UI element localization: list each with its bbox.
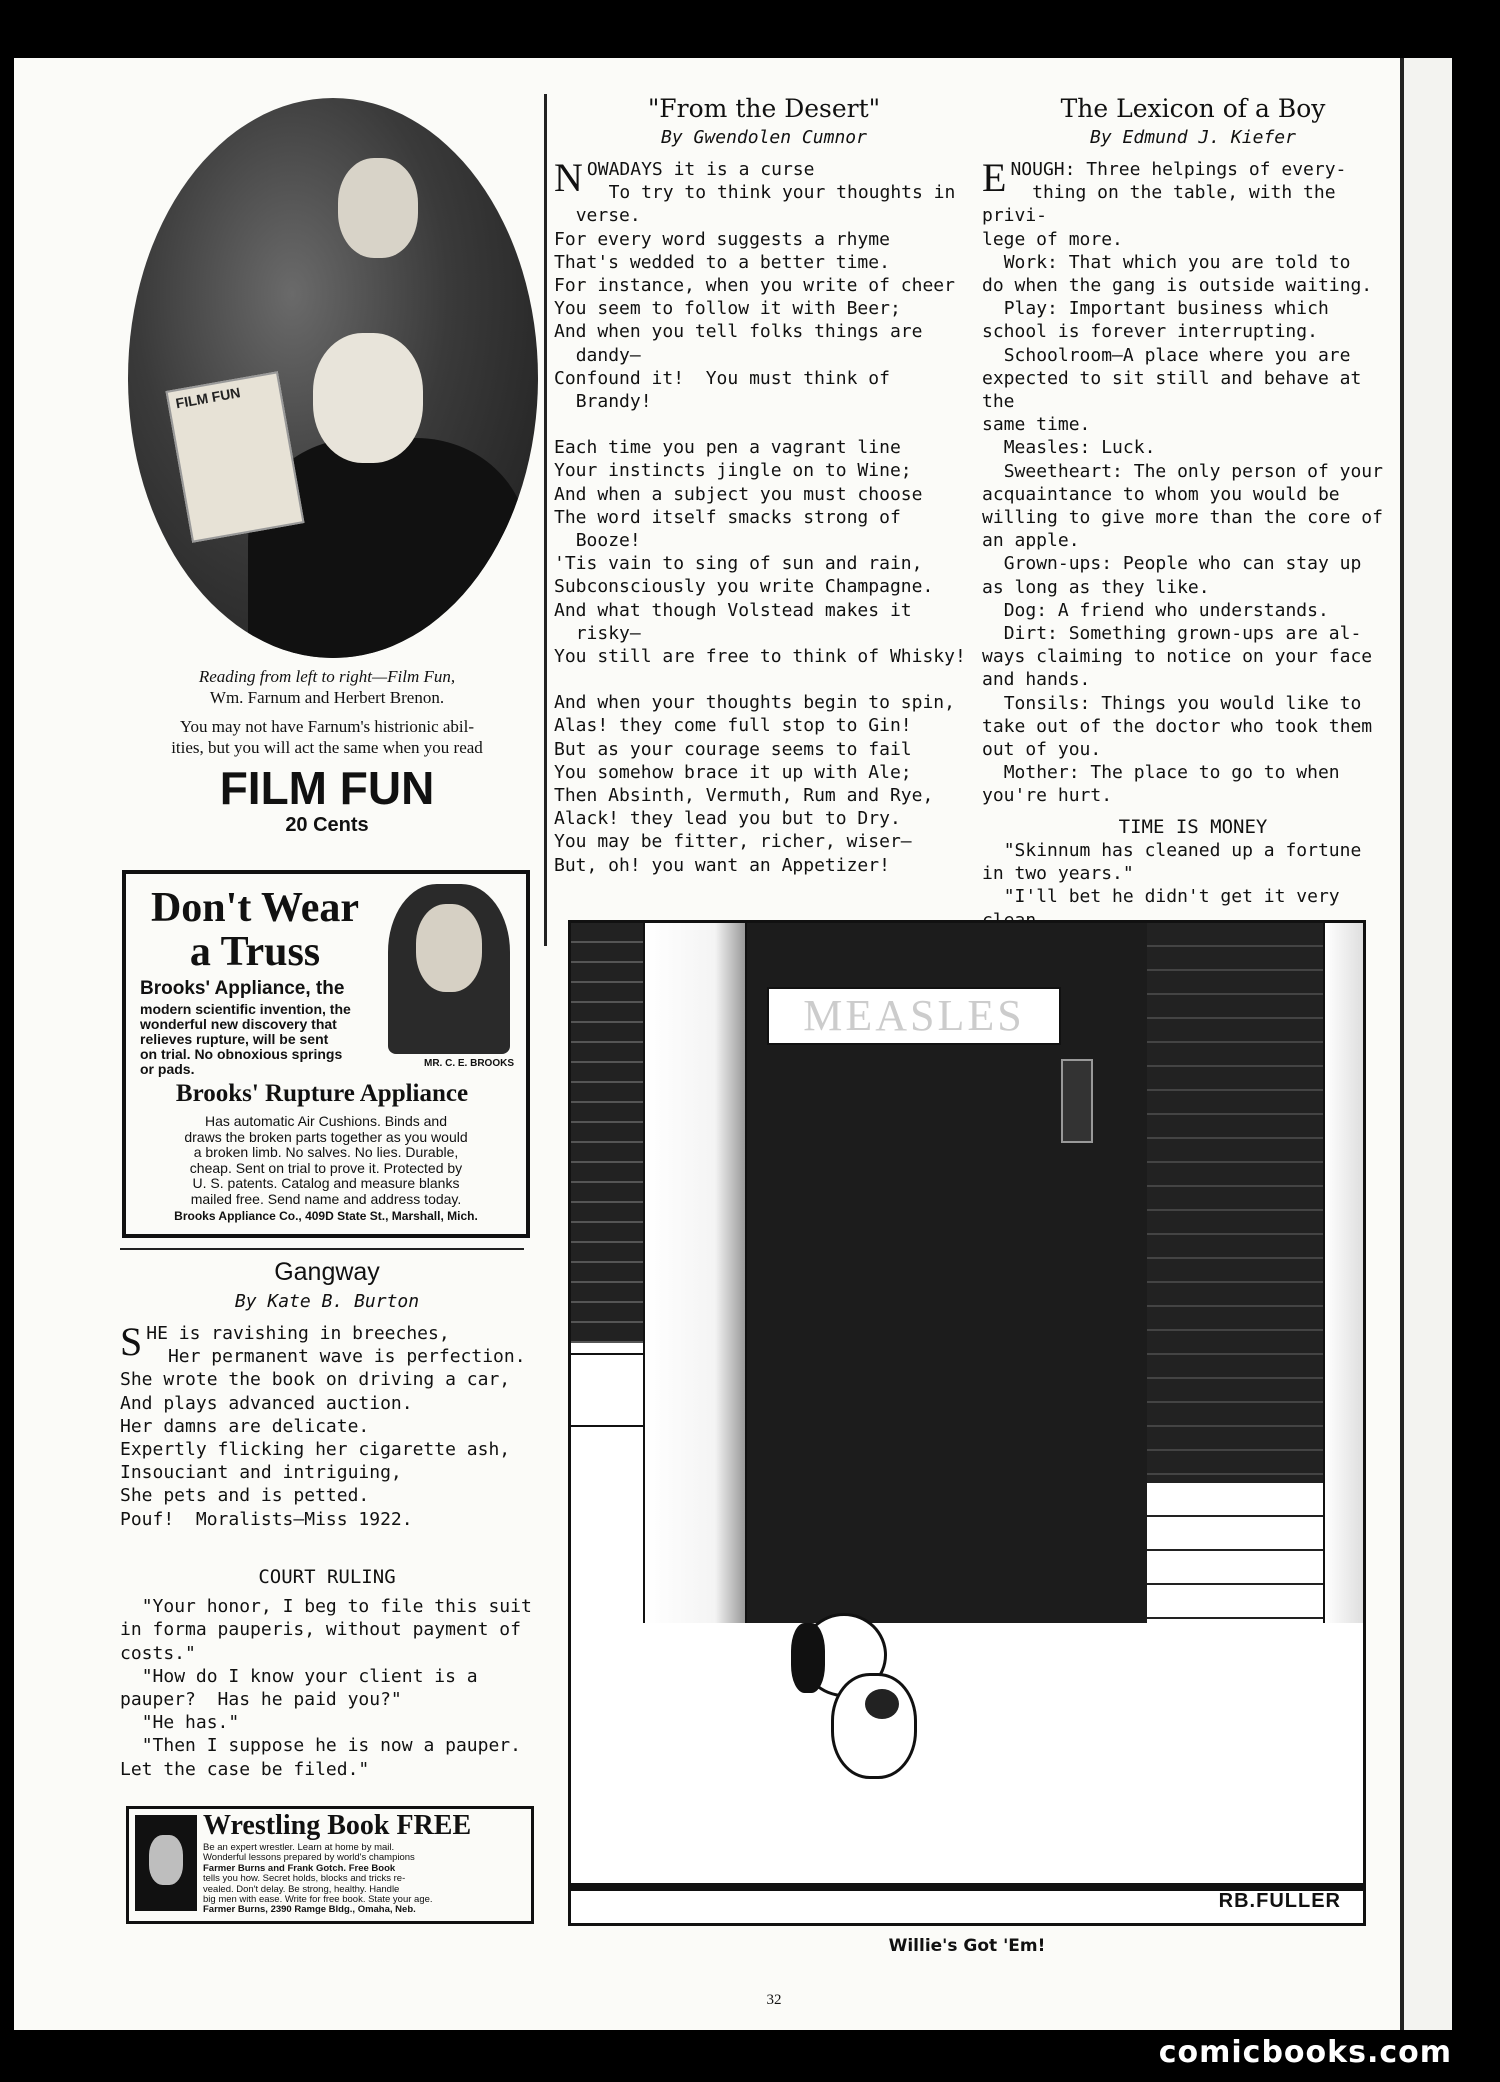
wrestling-line: big men with ease. Write for free book. State your age. <box>203 1894 433 1906</box>
court-line: "He has." <box>120 1712 240 1734</box>
lexicon-line: and hands. <box>982 669 1091 691</box>
truss-address: Brooks Appliance Co., 409D State St., Marshall, Mich. <box>174 1209 478 1223</box>
lexicon-line: you're hurt. <box>982 785 1113 807</box>
truss-subhead: Brooks' Rupture Appliance <box>175 1080 469 1107</box>
lexicon-line: NOUGH: Three helpings of every- <box>1010 159 1347 180</box>
cartoon-caption: Willie's Got 'Em! <box>888 1936 1046 1956</box>
lexicon-line: as long as they like. <box>982 576 1210 598</box>
desert-line: You seem to follow it with Beer; <box>554 298 901 320</box>
truss-body <box>140 1002 390 1077</box>
money-line: "I'll bet he didn't get it very <box>1003 886 1340 908</box>
artist-signature: RB.FULLER <box>1218 1890 1341 1912</box>
desert-line: Then Absinth, Vermuth, Rum and Rye, <box>554 785 934 807</box>
lexicon-line: thing on the table, with the privi- <box>982 182 1347 227</box>
dog-spot <box>865 1689 899 1719</box>
desert-body <box>554 155 974 877</box>
lexicon-line: Schoolroom—A place where you are <box>982 344 1351 366</box>
desert-line <box>554 668 974 691</box>
railing-left <box>571 1353 643 1427</box>
desert-line: Booze! <box>554 530 641 552</box>
desert-dropcap: N <box>554 155 583 200</box>
brooks-portrait-caption: MR. C. E. BROOKS <box>423 1058 514 1069</box>
desert-line: Alas! they come full stop to Gin! <box>554 715 912 737</box>
court-body <box>120 1595 534 1781</box>
gangway-line: She pets and is petted. <box>120 1485 370 1507</box>
money-line: in two years." <box>982 863 1134 885</box>
gangway-line: She wrote the book on driving a car, <box>120 1369 511 1391</box>
desert-line: Your instincts jingle on to Wine; <box>554 460 912 482</box>
desert-line: And when you tell folks things are <box>554 321 923 343</box>
gangway-dropcap: S <box>120 1319 143 1364</box>
money-line: "Skinnum has cleaned up a fortune <box>982 839 1362 861</box>
gangway-line: Her permanent wave is perfection. <box>146 1346 526 1368</box>
desert-line: 'Tis vain to sing of sun and rain, <box>554 553 923 575</box>
photo-caption-line-2: Wm. Farnum and Herbert Brenon. <box>209 688 445 707</box>
lexicon-line: Tonsils: Things you would like to <box>982 692 1362 714</box>
film-fun-brand: FILM FUN <box>219 762 435 814</box>
truss-lead: Brooks' Appliance, the <box>140 978 345 999</box>
court-title: COURT RULING <box>258 1566 396 1588</box>
lexicon-line: an apple. <box>982 530 1080 552</box>
desert-line: Confound it! You must think of <box>554 367 890 389</box>
lexicon-line: ways claiming to notice on your face <box>982 646 1373 668</box>
photo-man-standing <box>338 158 418 258</box>
lexicon-line: Dirt: Something grown-ups are al- <box>982 623 1362 645</box>
truss-headline <box>140 886 370 974</box>
gangway-line: HE is ravishing in breeches, <box>146 1323 450 1344</box>
desert-line: You still are free to think of Whisky! <box>554 646 966 668</box>
lexicon-line: Grown-ups: People who can stay up <box>982 553 1362 575</box>
lexicon-dropcap: E <box>982 155 1007 200</box>
gangway-poem <box>120 1258 534 1531</box>
lexicon-line: same time. <box>982 414 1091 436</box>
wrestling-line: vealed. Don't delay. Be strong, healthy. Handle <box>203 1883 400 1895</box>
desert-line: Brandy! <box>554 391 652 413</box>
wrestling-body <box>203 1843 525 1916</box>
court-line: costs." <box>120 1642 196 1664</box>
photo-laughing-face <box>313 333 423 463</box>
wrestling-ad <box>126 1806 534 1924</box>
court-line: "Then I suppose he is now a pauper. <box>120 1735 521 1757</box>
desert-line: And when a subject you must choose <box>554 483 923 505</box>
gangway-line: Expertly flicking her cigarette ash, <box>120 1439 511 1461</box>
lexicon-line: willing to give more than the core of <box>982 507 1383 529</box>
brooks-face <box>416 904 482 992</box>
court-ruling <box>120 1566 534 1781</box>
lexicon-line: take out of the doctor who took them <box>982 715 1373 737</box>
truss-headline-2: a Truss <box>189 929 321 975</box>
lexicon-title: The Lexicon of a Boy <box>1060 94 1326 123</box>
gangway-line: Pouf! Moralists—Miss 1922. <box>120 1508 413 1530</box>
truss-ad <box>122 870 530 1238</box>
truss-body-line: relieves rupture, will be sent <box>140 1031 329 1047</box>
lexicon-line: out of you. <box>982 739 1102 761</box>
lexicon-line: Dog: A friend who understands. <box>982 599 1329 621</box>
adjacent-page-edge <box>1400 58 1452 2030</box>
court-line: pauper? Has he paid you?" <box>120 1689 402 1711</box>
truss-headline-1: Don't Wear <box>150 885 360 931</box>
truss-detail-line: a broken limb. No salves. No lies. Durable, <box>193 1144 459 1160</box>
desert-line: verse. <box>554 205 641 227</box>
desert-line: The word itself smacks strong of <box>554 506 901 528</box>
desert-line: And what though Volstead makes it <box>554 599 912 621</box>
wrestling-address: Farmer Burns, 2390 Ramge Bldg., Omaha, Neb. <box>203 1904 416 1916</box>
photo-caption-block <box>122 666 532 837</box>
lexicon-line: expected to sit still and behave at the <box>982 367 1373 413</box>
desert-line: You may be fitter, richer, wiser— <box>554 831 912 853</box>
page-number: 32 <box>766 1992 782 2008</box>
column-divider <box>544 94 547 946</box>
truss-body-line: on trial. No obnoxious springs <box>140 1046 343 1062</box>
desert-line: risky— <box>554 622 641 644</box>
wrestlers-figure <box>149 1835 183 1885</box>
desert-line <box>554 413 974 436</box>
truss-detail-line: mailed free. Send name and address today. <box>190 1190 462 1207</box>
lexicon-line: Measles: Luck. <box>982 437 1156 459</box>
from-the-desert-poem <box>554 94 974 877</box>
desert-title: "From the Desert" <box>647 94 881 123</box>
desert-line: dandy— <box>554 344 641 366</box>
gangway-line: Her damns are delicate. <box>120 1415 370 1437</box>
lexicon-body <box>982 155 1404 808</box>
truss-detail-line: cheap. Sent on trial to prove it. Protected by <box>189 1159 463 1176</box>
wrestling-line: Wonderful lessons prepared by world's champions <box>203 1852 415 1864</box>
court-line: "How do I know your client is a <box>120 1665 478 1687</box>
desert-line: Each time you pen a vagrant line <box>554 437 901 459</box>
desert-line: You somehow brace it up with Ale; <box>554 761 912 783</box>
wrestling-headline: Wrestling Book FREE <box>203 1810 472 1841</box>
dog-body <box>831 1673 917 1779</box>
court-line: in forma pauperis, without payment of <box>120 1619 521 1641</box>
porch-floor <box>571 1623 1363 1923</box>
lexicon-line: Work: That which you are told to <box>982 251 1351 273</box>
wrestlers-illustration <box>135 1815 197 1911</box>
promo-line-1: You may not have Farnum's histrionic abil- <box>179 717 475 736</box>
wrestling-line: tells you how. Secret holds, blocks and tricks re- <box>203 1873 406 1885</box>
desert-line: But as your courage seems to fail <box>554 738 912 760</box>
truss-body-line: modern scientific invention, the <box>140 1001 351 1017</box>
wrestling-line: Be an expert wrestler. Learn at home by mail. <box>203 1842 395 1853</box>
dog-ear <box>791 1623 825 1693</box>
truss-detail-line: draws the broken parts together as you would <box>184 1128 468 1145</box>
desert-line: Alack! they lead you but to Dry. <box>554 808 901 830</box>
photo-magazine-label: FILM FUN <box>174 384 242 412</box>
gangway-title: Gangway <box>274 1258 380 1286</box>
truss-detail-line: U. S. patents. Catalog and measure blanks <box>192 1175 460 1191</box>
money-title: TIME IS MONEY <box>1118 815 1268 838</box>
desert-line: That's wedded to a better time. <box>554 251 890 273</box>
photo-oval <box>128 98 538 658</box>
desert-line: To try to think your thoughts in <box>586 182 956 204</box>
gangway-byline: By Kate B. Burton <box>234 1291 420 1312</box>
lexicon-line: acquaintance to whom you would be <box>982 483 1340 505</box>
desert-line: For instance, when you write of cheer <box>554 275 955 297</box>
lexicon-of-a-boy <box>982 94 1404 955</box>
truss-details <box>136 1114 516 1225</box>
desert-line: But, oh! you want an Appetizer! <box>554 854 890 876</box>
dog <box>791 1613 921 1783</box>
door-knob <box>1061 1059 1093 1143</box>
lexicon-line: Sweetheart: The only person of your <box>982 460 1383 482</box>
gangway-body <box>120 1319 534 1531</box>
gangway-line: Insouciant and intriguing, <box>120 1462 402 1484</box>
truss-body-line: or pads. <box>140 1061 195 1077</box>
column-rule <box>120 1248 524 1250</box>
lexicon-line: Play: Important business which <box>982 298 1329 320</box>
lexicon-line: lege of more. <box>982 228 1123 250</box>
desert-line: For every word suggests a rhyme <box>554 228 890 250</box>
desert-line: OWADAYS it is a curse <box>586 159 815 180</box>
watermark: comicbooks.com <box>1158 2035 1452 2070</box>
photo-caption-line-1: Reading from left to right—Film Fun, <box>198 667 456 686</box>
court-line: "Your honor, I beg to file this suit <box>120 1596 532 1618</box>
lexicon-byline: By Edmund J. Kiefer <box>1090 127 1296 148</box>
desert-line: And when your thoughts begin to spin, <box>554 692 955 714</box>
house-siding-left <box>571 923 643 1343</box>
promo-line-2: ities, but you will act the same when you read <box>171 738 483 757</box>
lexicon-line: do when the gang is outside waiting. <box>982 275 1373 297</box>
truss-detail-line: Has automatic Air Cushions. Binds and <box>204 1113 447 1129</box>
truss-body-line: wonderful new discovery that <box>140 1016 337 1032</box>
gangway-line: And plays advanced auction. <box>120 1392 413 1414</box>
court-line: Let the case be filed." <box>120 1758 370 1780</box>
measles-sign: MEASLES <box>767 987 1061 1045</box>
film-fun-price: 20 Cents <box>285 814 369 836</box>
photo-magazine <box>165 371 304 542</box>
wrestling-line: Farmer Burns and Frank Gotch. Free Book <box>203 1862 396 1874</box>
desert-byline: By Gwendolen Cumnor <box>661 127 867 148</box>
cartoon-illustration <box>568 920 1366 1926</box>
brooks-portrait <box>388 884 510 1054</box>
magazine-page <box>14 58 1452 2030</box>
lexicon-line: Mother: The place to go to when <box>982 762 1340 784</box>
desert-line: Subconsciously you write Champagne. <box>554 576 934 598</box>
lexicon-line: school is forever interrupting. <box>982 321 1318 343</box>
